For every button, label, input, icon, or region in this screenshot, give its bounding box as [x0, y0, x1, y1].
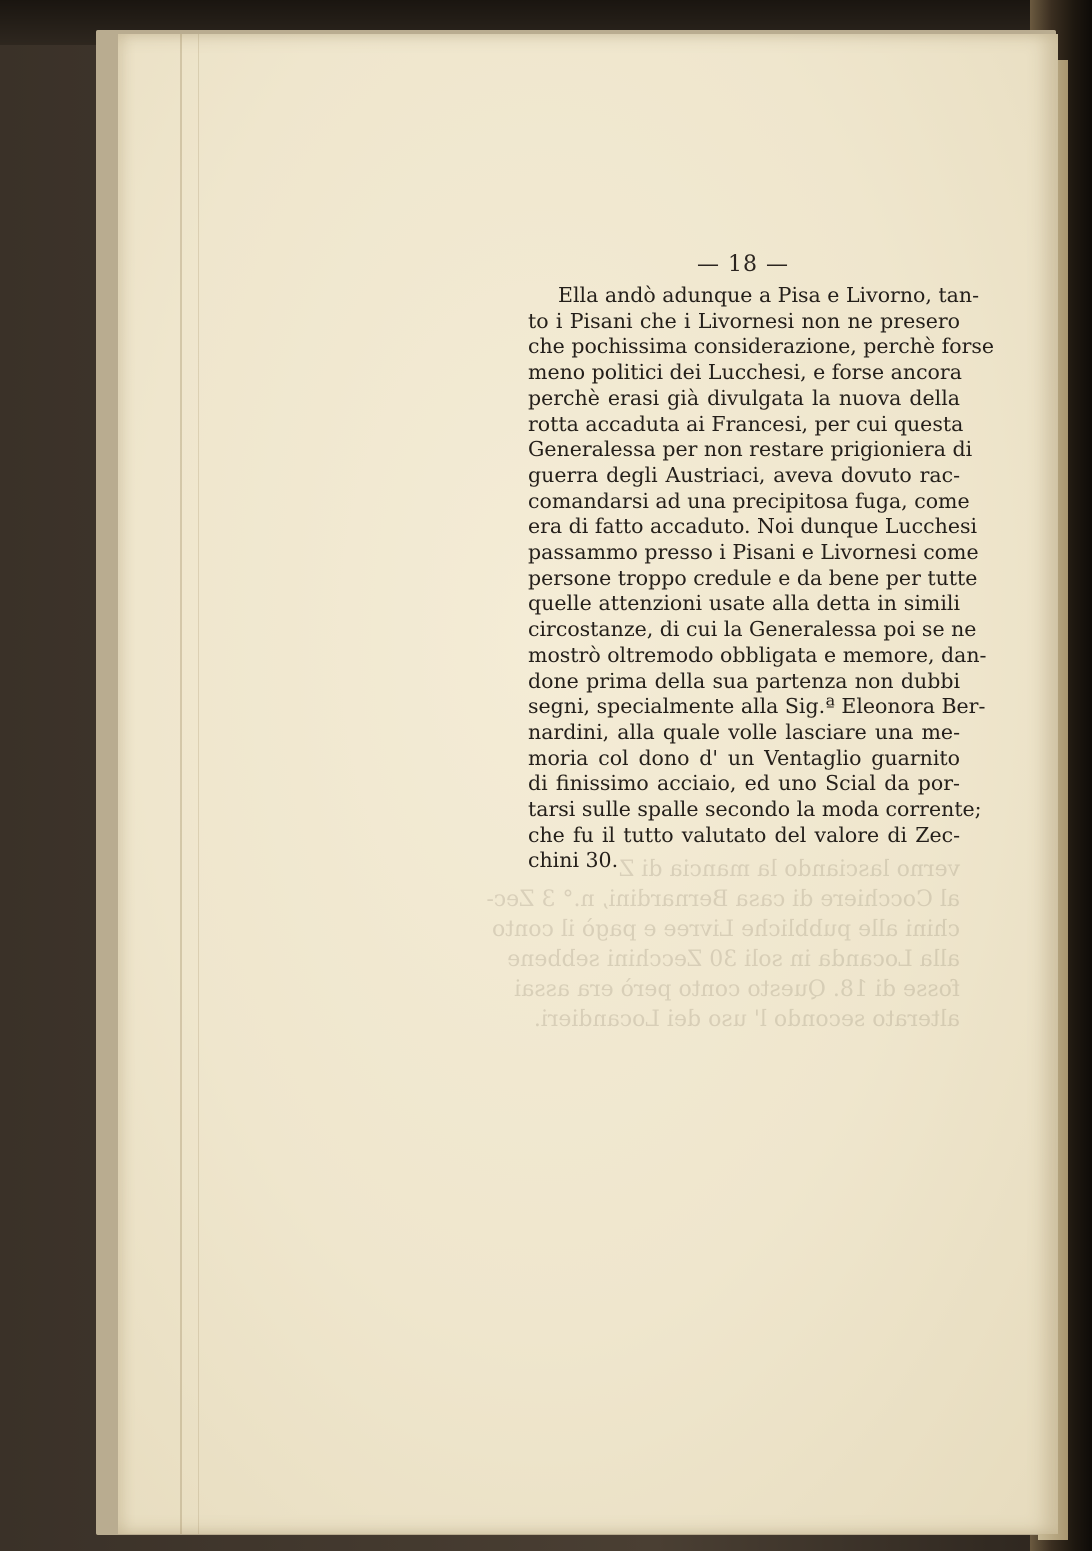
text-line: guerra degli Austriaci, aveva dovuto rac-	[528, 462, 960, 487]
text-line: meno politici dei Lucchesi, e forse ancora	[528, 360, 962, 385]
text-line: Ella andò adunque a Pisa e Livorno, tan-	[558, 283, 980, 307]
text-line: circostanze, di cui la Generalessa poi se ne	[528, 617, 977, 642]
text-line: chini 30.	[528, 848, 619, 873]
show-through-text: verno lasciando la mancia di Z al Cocchiere di casa Bernardini, n.° 3 chini alle pubbliche Livree e pagò il conto alla Locanda in soli 30 Zecchini sebbene fosse di 18. Questo conto però era assai alterato secondo l' uso dei Locandieri.	[492, 857, 960, 1032]
text-line: mostrò oltremodo obbligata e memore, dan-	[528, 642, 987, 667]
text-line: moria col dono d' un Ventaglio guarnito	[528, 745, 960, 770]
text-line: persone troppo credule e da bene per tutte	[528, 565, 978, 590]
text-line: comandarsi ad una precipitosa fuga, come	[528, 488, 970, 513]
page-number: — 18 —	[697, 252, 789, 277]
text-line: perchè erasi già divulgata la nuova della	[528, 385, 960, 410]
text-line: rotta accaduta ai Francesi, per cui questa	[528, 411, 964, 436]
text-line: era di fatto accaduto. Noi dunque Lucchesi	[528, 514, 978, 539]
text-line: che pochissima considerazione, perchè forse	[528, 334, 995, 359]
text-line: tarsi sulle spalle secondo la moda corrente;	[528, 797, 982, 822]
text-line: di finissimo acciaio, ed uno Scial da por-	[528, 771, 960, 796]
text-line: to i Pisani che i Livornesi non ne presero	[528, 308, 960, 333]
text-line: che fu il tutto valutato del valore di Zec-	[528, 822, 960, 847]
text-line: nardini, alla quale volle lasciare una me-	[528, 719, 960, 744]
body-paragraph	[528, 283, 995, 874]
text-line: passammo presso i Pisani e Livornesi come	[528, 540, 979, 565]
text-line: done prima della sua partenza non dubbi	[528, 668, 960, 693]
text-line: quelle attenzioni usate alla detta in simili	[528, 591, 960, 616]
text-line: segni, specialmente alla Sig.ª Eleonora Ber-	[528, 694, 986, 719]
text-line: Generalessa per non restare prigioniera di	[528, 437, 973, 462]
